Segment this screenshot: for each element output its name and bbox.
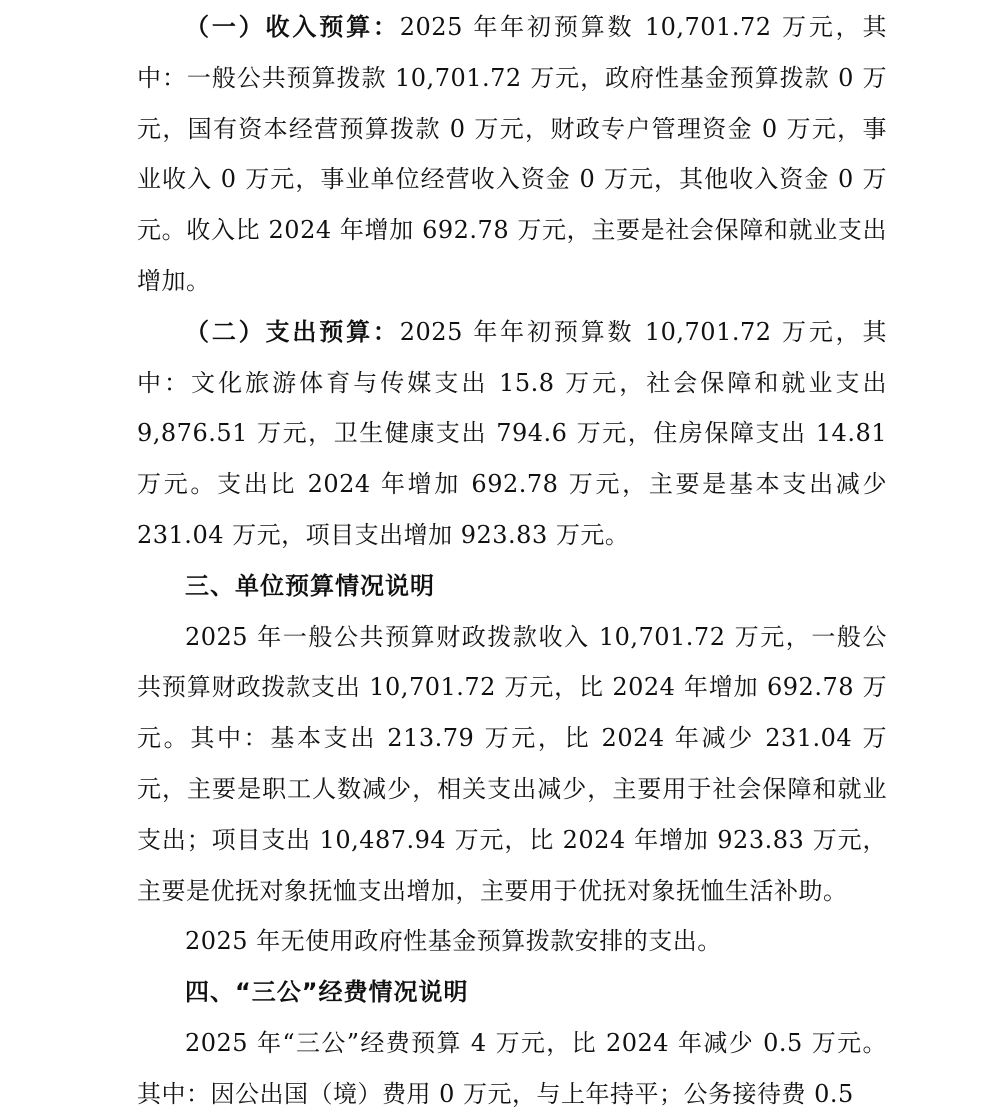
unit-budget-paragraph-2: 2025 年无使用政府性基金预算拨款安排的支出。 <box>185 927 722 956</box>
expense-budget-text: 2025 年年初预算数 10,701.72 万元，其中：文化旅游体育与传媒支出 15.8 万元，社会保障和就业支出 9,876.51 万元，卫生健康支出 794.6 万元，住房保障支出 14.81 万元。支出比 2024 年增加 692.78 万元，主要是基本支出减少 231.04 万元，项目支出增加 923.83 万元。 <box>137 317 888 549</box>
expense-budget-paragraph <box>137 307 887 561</box>
three-public-paragraph-1: 2025 年“三公”经费预算 4 万元，比 2024 年减少 0.5 万元。其中：因公出国（境）费用 0 万元，与上年持平；公务接待费 0.5 <box>137 1028 887 1108</box>
income-budget-text: 2025 年年初预算数 10,701.72 万元，其中：一般公共预算拨款 10,701.72 万元，政府性基金预算拨款 0 万元，国有资本经营预算拨款 0 万元，财政专户管理资金 0 万元，事业收入 0 万元，事业单位经营收入资金 0 万元，其他收入资金 0 万元。收入比 2024 年增加 692.78 万元，主要是社会保障和就业支出增加。 <box>137 13 888 295</box>
document-body <box>137 2 887 1120</box>
unit-budget-paragraph-1: 2025 年一般公共预算财政拨款收入 10,701.72 万元，一般公共预算财政拨款支出 10,701.72 万元，比 2024 年增加 692.78 万元。其中：基本支出 213.79 万元，比 2024 年减少 231.04 万元，主要是职工人数减少，相关支出减少，主要用于社会保障和就业支出；项目支出 10,487.94 万元，比 2024 年增加 923.83 万元，主要是优抚对象抚恤支出增加，主要用于优抚对象抚恤生活补助。 <box>137 622 887 905</box>
expense-budget-label: （二）支出预算： <box>185 317 400 346</box>
three-public-heading: 四、“三公”经费情况说明 <box>185 978 469 1007</box>
income-budget-label: （一）收入预算： <box>185 13 400 41</box>
unit-budget-heading: 三、单位预算情况说明 <box>185 571 435 600</box>
income-budget-paragraph <box>137 2 887 307</box>
